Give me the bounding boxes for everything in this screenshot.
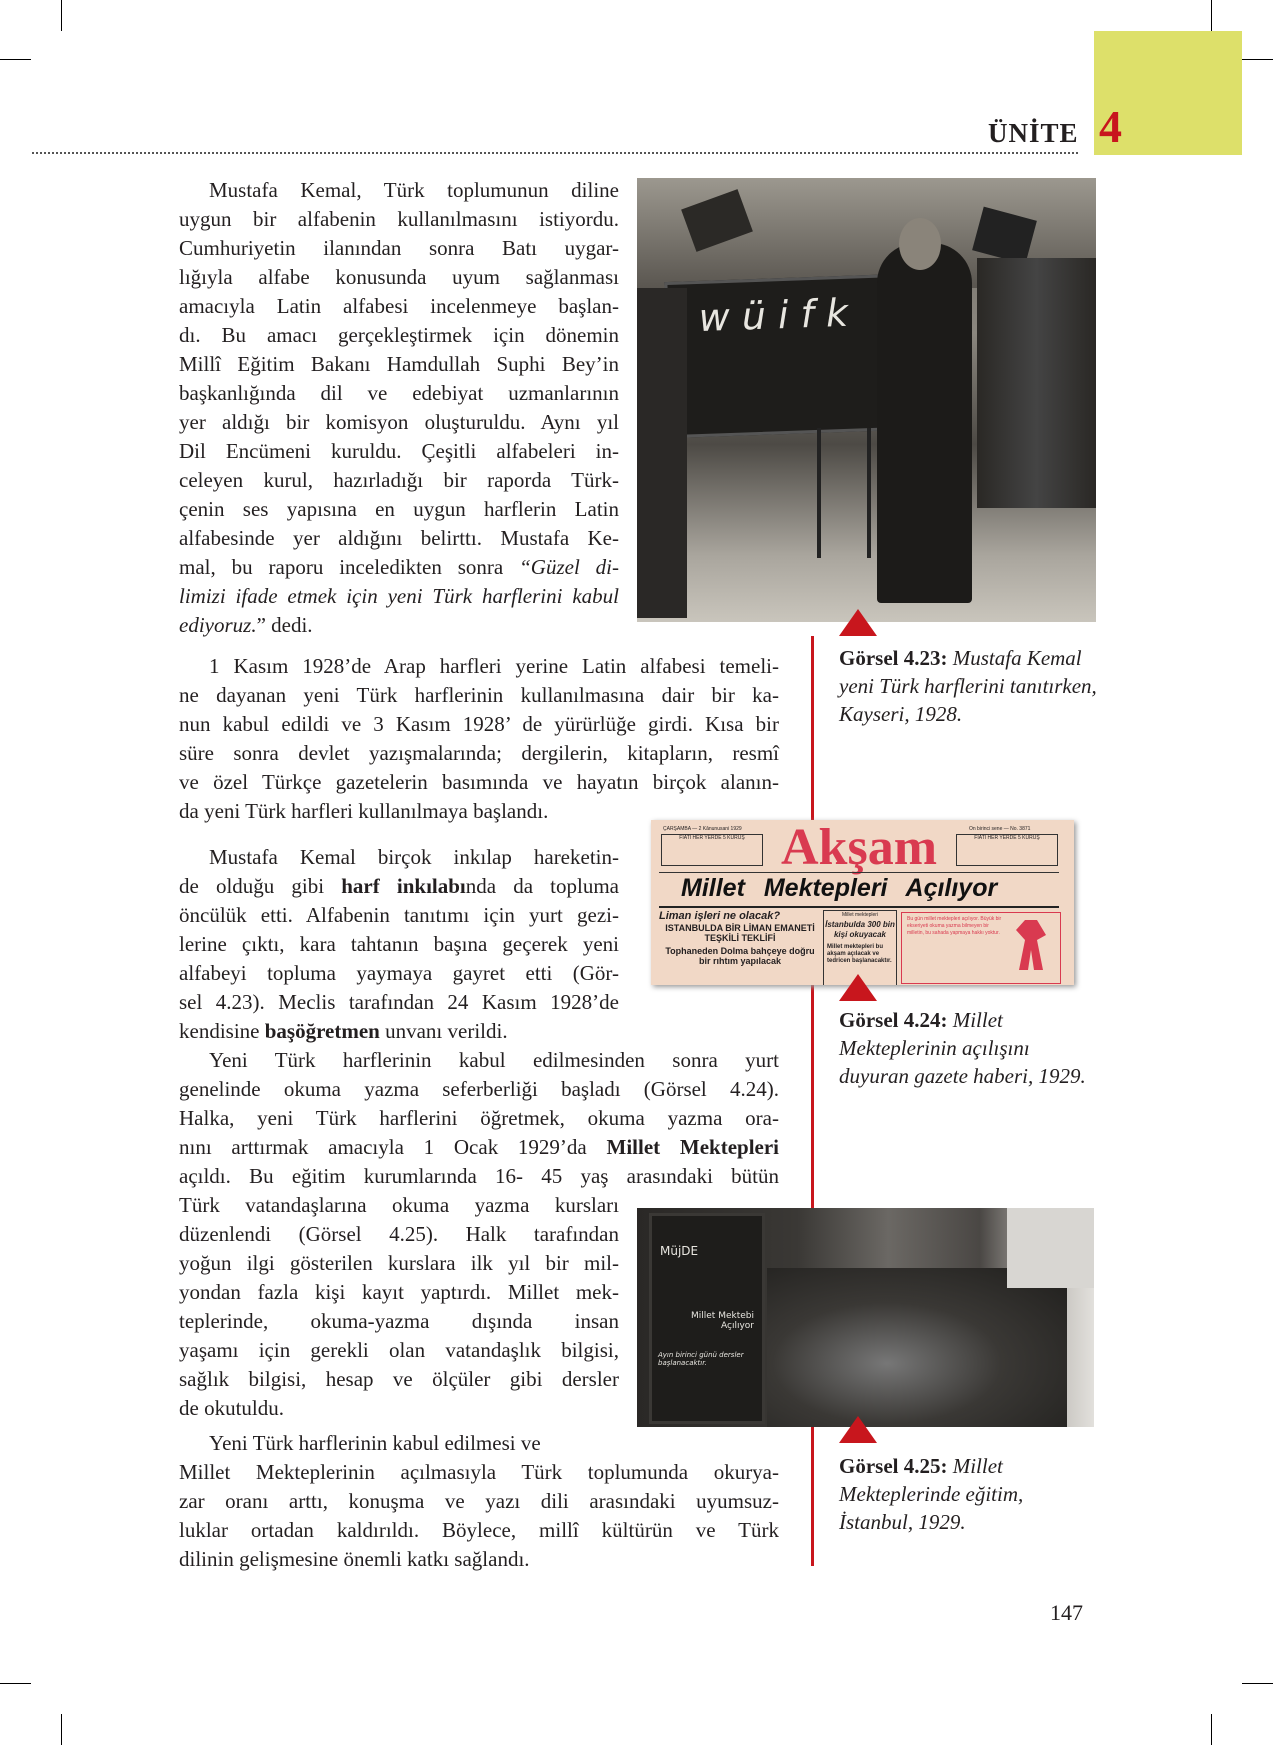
text-line (179, 1249, 619, 1278)
text-segment: ” dedi. (256, 613, 313, 637)
text-line (179, 582, 619, 611)
text-segment: uygun bir alfabenin kullanılmasını istiyordu. (179, 207, 619, 231)
text-segment: ve özel Türkçe gazetelerin basımında ve hayatın birçok alanın- (179, 770, 779, 794)
text-line (179, 1017, 619, 1046)
text-segment: lerine çıktı, kara tahtanın başına geçerek yeni (179, 932, 619, 956)
board-text-mid: Millet Mektebi Açılıyor (691, 1311, 754, 1331)
text-segment: Mustafa Kemal birçok inkılap hareketin- (209, 845, 619, 869)
text-segment: Yeni Türk harflerinin kabul edilmesi ve (209, 1431, 541, 1455)
text-segment: Mustafa Kemal, Türk toplumunun diline (209, 178, 619, 202)
text-line (179, 611, 619, 640)
caption-pointer (839, 1416, 877, 1443)
text-segment: alfabeyi topluma yaymaya gayret etti (Gör- (179, 961, 619, 985)
newspaper-headline: Millet Mektepleri Açılıyor (681, 874, 998, 902)
blackboard (649, 1213, 765, 1424)
text-segment: genelinde okuma yazma seferberliği başladı (Görsel 4.24). (179, 1077, 779, 1101)
text-segment: sağlık bilgisi, hesap ve ölçüler gibi dersler (179, 1367, 619, 1391)
text-segment: yoğun ilgi gösterilen kurslara ilk yıl bir mil- (179, 1251, 619, 1275)
chalk-letters: w ü i f k (697, 290, 849, 340)
text-line (179, 1046, 779, 1075)
text-segment: luklar ortadan kaldırıldı. Böylece, millî kültürün ve Türk (179, 1518, 779, 1542)
text-line (179, 321, 619, 350)
paragraph-conclusion (179, 1429, 619, 1458)
text-line (179, 1429, 619, 1458)
text-segment: kendisine (179, 1019, 265, 1043)
text-line (179, 1162, 779, 1191)
text-line (179, 1458, 779, 1487)
text-line (179, 739, 779, 768)
text-segment: süre sonra devlet yazışmalarında; dergilerin, kitapların, resmî (179, 741, 779, 765)
text-line (179, 930, 619, 959)
text-line (179, 1278, 619, 1307)
paragraph-basogretmen (179, 843, 619, 1046)
text-line (179, 1220, 619, 1249)
text-line (179, 524, 619, 553)
crop-mark (0, 59, 31, 60)
text-segment: sel 4.23). Meclis tarafından 24 Kasım 1928’de (179, 990, 619, 1014)
quote-text: “Güzel di- (519, 555, 619, 579)
text-line (179, 1191, 619, 1220)
text-line (179, 843, 619, 872)
caption-text: Millet Mekteplerinde eğitim, İstanbul, 1929. (839, 1454, 1024, 1534)
bold-term: Millet Mektepleri (606, 1135, 780, 1159)
text-line (179, 1365, 619, 1394)
text-segment: öncülük etti. Alfabenin tanıtımı için yurt gezi- (179, 903, 619, 927)
text-segment: nını arttırmak amacıyla 1 Ocak 1929’da (179, 1135, 607, 1159)
caption-gorsel-4-24 (839, 1006, 1099, 1090)
newspaper-price-right: FİATI HER YERDE 5 KURUŞ (956, 834, 1058, 866)
photo-millet-mektepleri-class (637, 1208, 1094, 1427)
text-segment: açıldı. Bu eğitim kurumlarında 16- 45 yaş arasındaki bütün (179, 1164, 779, 1188)
text-line (179, 959, 619, 988)
text-segment: nun kabul edildi ve 3 Kasım 1928’ de yürürlüğe girdi. Kısa bir (179, 712, 779, 736)
unit-label: ÜNİTE (988, 118, 1079, 148)
newspaper-date: ÇARŞAMBA — 2 Kânunusani 1929 (663, 826, 742, 832)
text-line (179, 1104, 779, 1133)
page-number: 147 (1050, 1600, 1083, 1625)
caption-text: Mustafa Kemal yeni Türk harflerini tanıtırken, Kayseri, 1928. (839, 646, 1097, 726)
text-line (179, 205, 619, 234)
text-segment: Dil Encümeni kuruldu. Çeşitli alfabeleri in- (179, 439, 619, 463)
text-line (179, 768, 779, 797)
text-line (179, 872, 619, 901)
text-line (179, 1307, 619, 1336)
caption-gorsel-4-23 (839, 644, 1099, 728)
crop-mark (0, 1683, 31, 1684)
text-line (179, 988, 619, 1017)
text-line (179, 1487, 779, 1516)
crop-mark (1211, 0, 1212, 31)
blackboard (664, 274, 905, 438)
text-segment: unvanı verildi. (379, 1019, 508, 1043)
newspaper-sub3: Tophaneden Dolma bahçeye doğru bir rıhtım yapılacak (665, 946, 815, 966)
text-segment: yaşamı için gerekli olan vatandaşlık bilgisi, (179, 1338, 619, 1362)
newspaper-mid-title: Millet mektepleri (841, 912, 879, 918)
text-line (179, 1336, 619, 1365)
crowd (977, 258, 1096, 508)
text-segment: Cumhuriyetin ilanından sonra Batı uygar- (179, 236, 619, 260)
newspaper-sub1: Liman işleri ne olacak? (659, 910, 781, 922)
caption-gorsel-4-25 (839, 1452, 1099, 1536)
bold-term: harf inkılabı (341, 874, 466, 898)
crop-mark (1211, 1714, 1212, 1745)
text-segment: Millet Mekteplerinin açılmasıyla Türk toplumunda okurya- (179, 1460, 779, 1484)
text-segment: ne dayanan yeni Türk harflerinin kullanılmasına dair bir ka- (179, 683, 779, 707)
newspaper-right-body: Bu gün millet mektepleri açılıyor. Büyük bir ekseriyeti okuma yazma bilmeyen bir milletin, bu sahada yapmaya hakkı yoktur. (907, 916, 1002, 936)
text-segment: alfabesinde yer aldığını belirttı. Mustafa Ke- (179, 526, 619, 550)
text-segment: düzenlendi (Görsel 4.25). Halk tarafından (179, 1222, 619, 1246)
text-line (179, 1133, 779, 1162)
text-segment: başkanlığında dil ve edebiyat uzmanlarının (179, 381, 619, 405)
newspaper-masthead: Akşam (781, 820, 938, 876)
crop-mark (61, 0, 62, 31)
paragraph-alphabet-commission (179, 176, 619, 640)
paragraph-millet-mektepleri (179, 1046, 779, 1191)
text-line (179, 408, 619, 437)
text-line (179, 1075, 779, 1104)
quote-text: ediyoruz. (179, 613, 257, 637)
board-text-top: MüjDE (660, 1244, 699, 1258)
board-text-bottom: Ayın birinci günü dersler başlanacaktır. (658, 1351, 744, 1367)
caption-pointer (839, 609, 877, 636)
paragraph-conclusion-cont (179, 1458, 779, 1574)
figure-standing (877, 243, 972, 603)
text-segment: mal, bu raporu inceledikten sonra (179, 555, 520, 579)
text-line (179, 379, 619, 408)
text-segment: çenin ses yapısına en uygun harflerin Latin (179, 497, 619, 521)
text-segment: teplerinde, okuma-yazma dışında insan (179, 1309, 619, 1333)
text-segment: lığıyla alfabe konusunda uyum sağlanması (179, 265, 619, 289)
paragraph-millet-mektepleri-cont (179, 1191, 619, 1423)
newspaper-price-left: FİATI HER YERDE 5 KURUŞ (661, 834, 763, 866)
text-line (179, 495, 619, 524)
text-segment: Yeni Türk harflerinin kabul edilmesinden sonra yurt (209, 1048, 779, 1072)
caption-text: Millet Mekteplerinin açılışını duyuran gazete haberi, 1929. (839, 1008, 1086, 1088)
crop-mark (1242, 1683, 1273, 1684)
text-segment: da yeni Türk harfleri kullanılmaya başlandı. (179, 799, 549, 823)
text-segment: de okutuldu. (179, 1396, 284, 1420)
text-line (179, 553, 619, 582)
crop-mark (61, 1714, 62, 1745)
caption-pointer (839, 974, 877, 1001)
text-segment: de olduğu gibi (179, 874, 342, 898)
text-line (179, 901, 619, 930)
text-segment: nda da topluma (465, 874, 620, 898)
text-segment: amacıyla Latin alfabesi incelenmeye başlan- (179, 294, 619, 318)
newspaper-sub2: ISTANBULDA BİR LİMAN EMANETİ TEŞKİLİ TEKLİFİ (665, 923, 815, 943)
text-line (179, 350, 619, 379)
text-line (179, 234, 619, 263)
text-segment: Türk vatandaşlarına okuma yazma kursları (179, 1193, 619, 1217)
text-segment: Halka, yeni Türk harflerini öğretmek, okuma yazma ora- (179, 1106, 779, 1130)
quote-text: limizi ifade etmek için yeni Türk harflerini kabul (179, 584, 619, 608)
text-line (179, 466, 619, 495)
text-line (179, 1545, 779, 1574)
text-line (179, 652, 779, 681)
text-line (179, 292, 619, 321)
caption-label: Görsel 4.25: (839, 1454, 948, 1478)
newspaper-aksam (651, 820, 1074, 985)
text-segment: yondan fazla kişi kayıt yaptırdı. Millet mek- (179, 1280, 619, 1304)
caption-label: Görsel 4.24: (839, 1008, 948, 1032)
paragraph-alphabet-law (179, 652, 779, 826)
newspaper-issue: On birinci sene — No. 3871 (969, 826, 1031, 832)
text-line (179, 1516, 779, 1545)
text-line (179, 263, 619, 292)
newspaper-mid-body: Millet mektepleri bu akşam açılacak ve tedricen başlanacaktır. (827, 944, 892, 964)
caption-label: Görsel 4.23: (839, 646, 948, 670)
header-divider (32, 152, 1078, 154)
crowd (767, 1268, 1067, 1427)
text-segment: dilinin gelişmesine önemli katkı sağlandı. (179, 1547, 530, 1571)
text-line (179, 1394, 619, 1423)
bold-term: başöğretmen (264, 1019, 380, 1043)
text-segment: Millî Eğitim Bakanı Hamdullah Suphi Bey’in (179, 352, 619, 376)
text-line (179, 437, 619, 466)
text-segment: yer aldığı bir komisyon oluşturuldu. Aynı yıl (179, 410, 619, 434)
newspaper-mid-head: İstanbulda 300 bin kişi okuyacak (825, 920, 895, 939)
crop-mark (1242, 59, 1273, 60)
text-line (179, 681, 779, 710)
text-line (179, 710, 779, 739)
photo-mustafa-kemal-blackboard (637, 178, 1096, 622)
text-segment: dı. Bu amacı gerçekleştirmek için dönemin (179, 323, 619, 347)
text-segment: 1 Kasım 1928’de Arap harfleri yerine Latin alfabesi temeli- (209, 654, 779, 678)
text-segment: celeyen kurul, hazırladığı bir raporda Türk- (179, 468, 619, 492)
text-line (179, 176, 619, 205)
text-segment: zar oranı arttı, konuşma ve yazı dili arasındaki uyumsuz- (179, 1489, 779, 1513)
unit-number: 4 (1099, 101, 1122, 152)
